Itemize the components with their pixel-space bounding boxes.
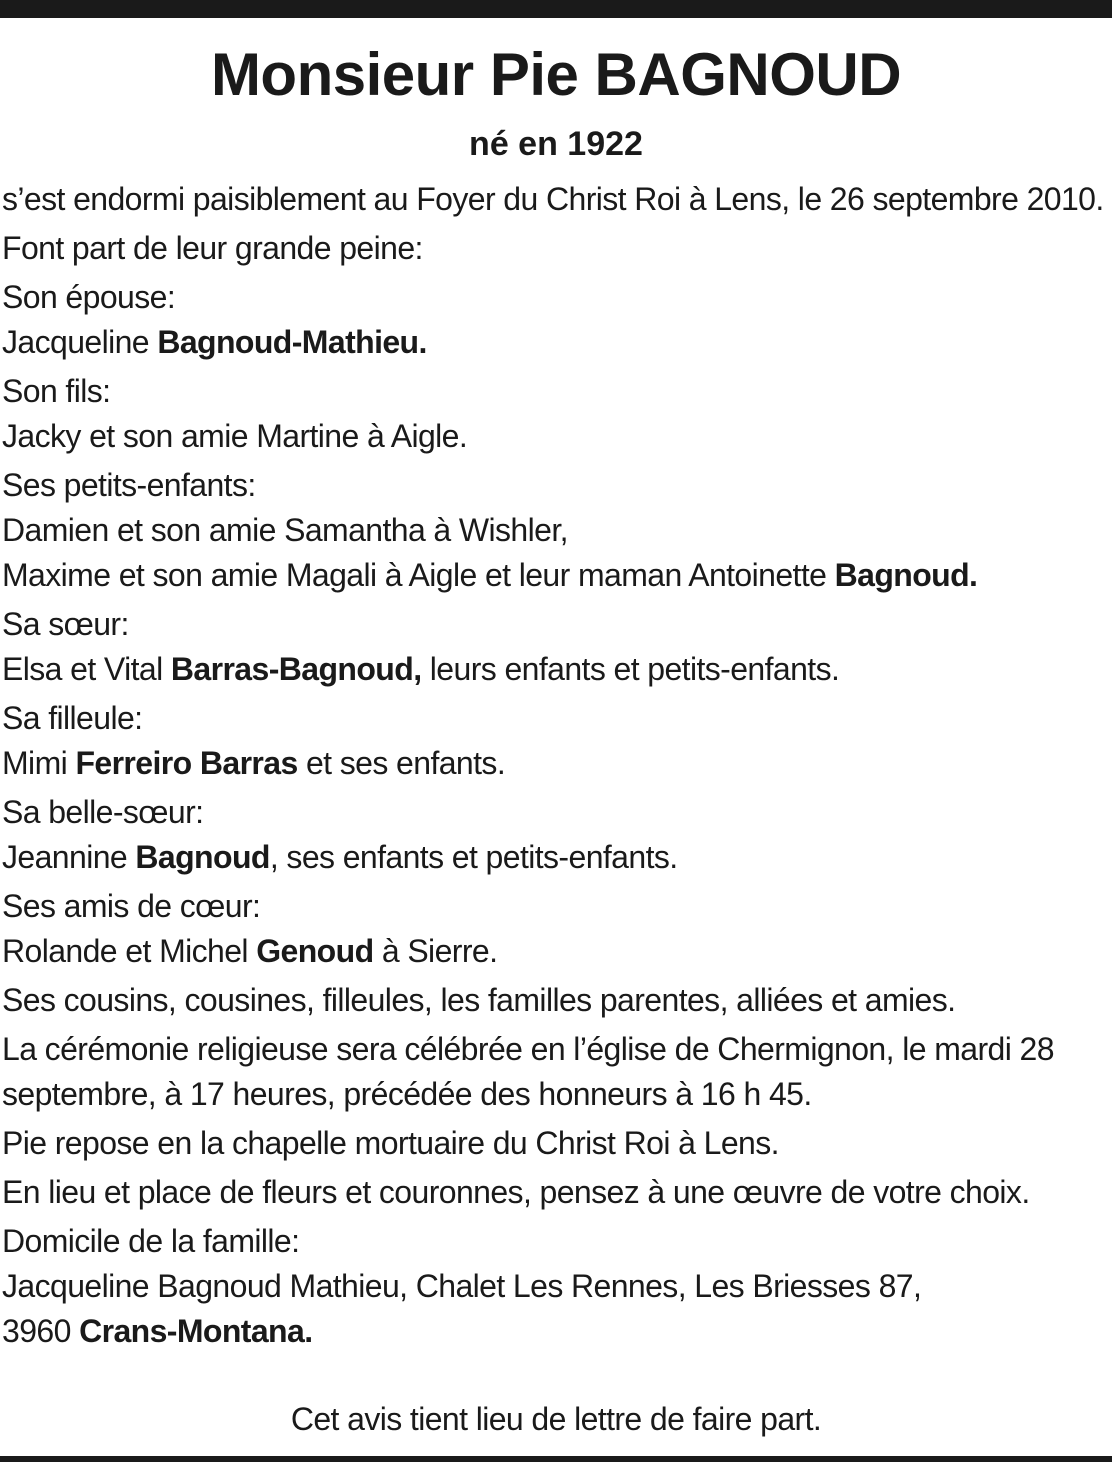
sister-surname: Barras-Bagnoud, (170, 651, 422, 687)
friends-names: Rolande et Michel (2, 933, 248, 969)
grandchild-line-1: Damien et son amie Samantha à Wishler, (2, 512, 568, 548)
sister-in-law-section (2, 790, 1110, 880)
sister-heading: Sa sœur: (2, 606, 129, 642)
announcement-text: Font part de leur grande peine: (2, 230, 423, 266)
friends-section (2, 884, 1110, 974)
sister-in-law-surname: Bagnoud (135, 839, 270, 875)
grandchild-line-2: Maxime et son amie Magali à Aigle et leur maman Antoinette (2, 557, 827, 593)
grandchildren-heading: Ses petits-enfants: (2, 467, 256, 503)
domicile-section (2, 1219, 1110, 1354)
ceremony-text: La cérémonie religieuse sera célébrée en l’église de Chermignon, le mardi 28 septembre, à 17 heures, précédée des honneurs à 16 h 45. (2, 1031, 1054, 1112)
son-section (2, 369, 1110, 459)
goddaughter-family: et ses enfants. (305, 745, 506, 781)
domicile-heading: Domicile de la famille: (2, 1223, 300, 1259)
grandchildren-section (2, 463, 1110, 598)
domicile-address: Jacqueline Bagnoud Mathieu, Chalet Les Rennes, Les Briesses 87, (2, 1268, 922, 1304)
grandchild-surname: Bagnoud. (834, 557, 978, 593)
relatives-line: Ses cousins, cousines, filleules, les familles parentes, alliées et amies. (2, 982, 956, 1018)
spouse-first-name: Jacqueline (2, 324, 150, 360)
friends-location: à Sierre. (381, 933, 498, 969)
spouse-surname: Bagnoud-Mathieu. (157, 324, 427, 360)
birth-year: né en 1922 (469, 125, 643, 163)
domicile-postcode: 3960 (2, 1313, 71, 1349)
sister-names: Elsa et Vital (2, 651, 163, 687)
sister-section (2, 602, 1110, 692)
rest-text: Pie repose en la chapelle mortuaire du Christ Roi à Lens. (2, 1125, 779, 1161)
son-heading: Son fils: (2, 373, 111, 409)
domicile-city: Crans-Montana. (79, 1313, 313, 1349)
sister-in-law-name: Jeannine (2, 839, 128, 875)
friends-surname: Genoud (256, 933, 374, 969)
friends-heading: Ses amis de cœur: (2, 888, 261, 924)
sister-in-law-family: , ses enfants et petits-enfants. (269, 839, 678, 875)
sister-family: leurs enfants et petits-enfants. (429, 651, 840, 687)
notice-body (2, 177, 1110, 1358)
intro-text: s’est endormi paisiblement au Foyer du Christ Roi à Lens, le 26 septembre 2010. (2, 181, 1104, 217)
goddaughter-heading: Sa filleule: (2, 700, 143, 736)
spouse-section (2, 275, 1110, 365)
goddaughter-section (2, 696, 1110, 786)
page-title: Monsieur Pie BAGNOUD (210, 41, 902, 108)
sister-in-law-heading: Sa belle-sœur: (2, 794, 204, 830)
son-line: Jacky et son amie Martine à Aigle. (2, 418, 468, 454)
goddaughter-surname: Ferreiro Barras (75, 745, 298, 781)
spouse-heading: Son épouse: (2, 279, 176, 315)
footer-note: Cet avis tient lieu de lettre de faire part. (290, 1401, 822, 1437)
top-rule (0, 0, 1112, 18)
goddaughter-name: Mimi (2, 745, 68, 781)
bottom-rule (0, 1456, 1112, 1462)
flowers-text: En lieu et place de fleurs et couronnes, pensez à une œuvre de votre choix. (2, 1174, 1030, 1210)
